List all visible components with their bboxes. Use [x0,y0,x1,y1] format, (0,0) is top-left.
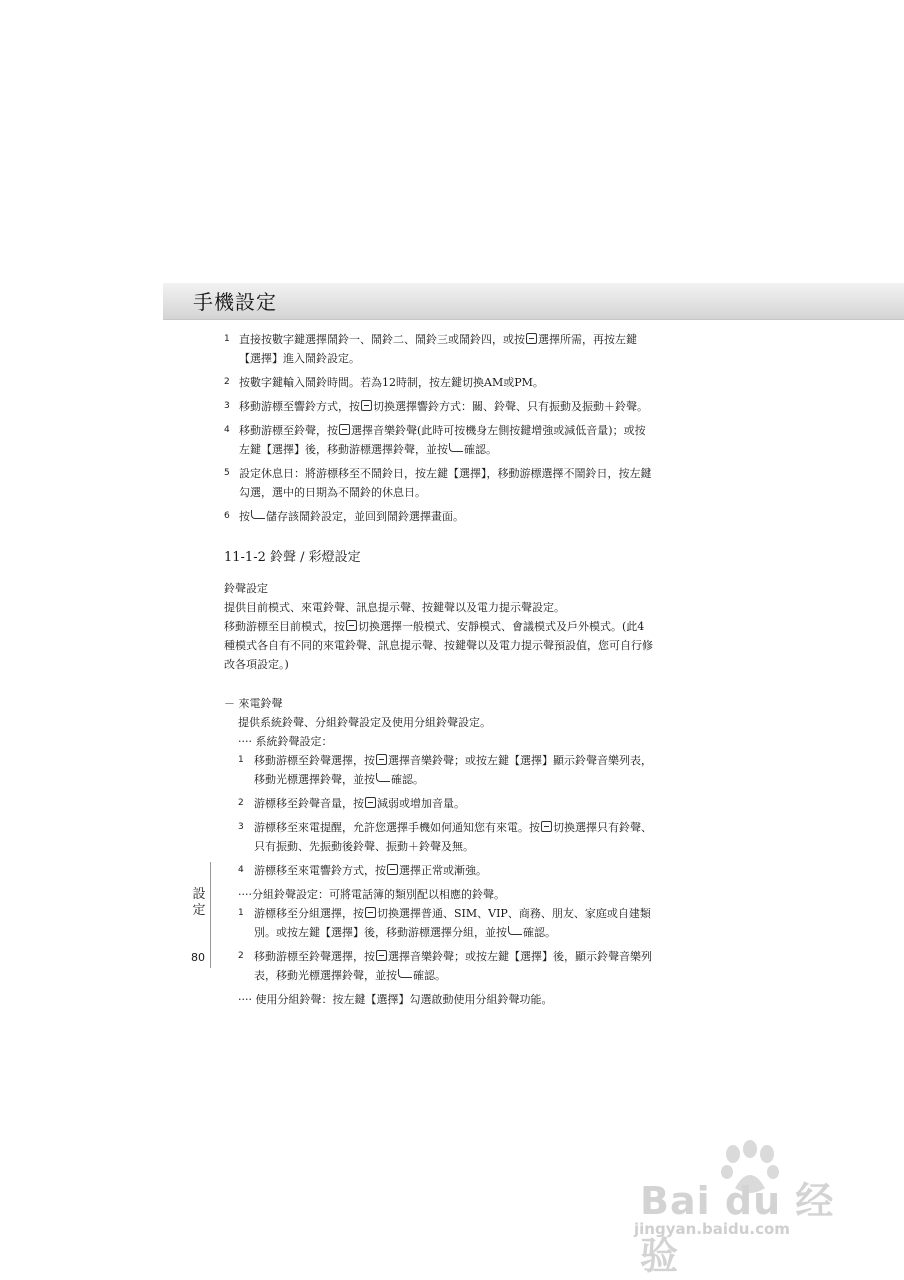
step-number: 2 [238,951,244,961]
step-text: 勾選，選中的日期為不鬧鈴的休息日。 [239,486,426,499]
watermark-url: jingyan.baidu.com [634,1220,790,1238]
step-number: 4 [238,865,244,875]
step-6 [224,507,694,526]
step-text: 儲存該鬧鈴設定，並回到鬧鈴選擇畫面。 [266,510,464,523]
step-number: 3 [224,401,230,411]
send-key-icon [398,969,412,978]
nav-key-icon [361,400,372,411]
send-key-icon [376,773,390,782]
para-text: 移動游標至目前模式，按 [224,620,345,633]
para-text: 改各項設定。) [224,658,289,671]
step-text: 移動游標至鈴聲選擇，按 [254,950,375,963]
step-text: 選擇音樂鈴聲；或按左鍵【選擇】後，顯示鈴聲音樂列 [388,950,652,963]
step-text: 選擇音樂鈴聲；或按左鍵【選擇】顯示鈴聲音樂列表， [388,754,652,767]
system-ringtone-title: ···· 系統鈴聲設定： [238,735,333,748]
step-text: 移動光標選擇鈴聲，並按 [254,773,375,786]
use-group-ringtone: ···· 使用分組鈴聲：按左鍵【選擇】勾選啟動使用分組鈴聲功能。 [238,993,553,1006]
paragraph: 提供目前模式、來電鈴聲、訊息提示聲、按鍵聲以及電力提示聲設定。 [224,601,565,614]
step-number: 4 [224,425,230,435]
system-step-1 [224,751,694,789]
step-2 [224,373,694,392]
page-number: 80 [191,951,205,964]
system-step-2 [224,794,694,813]
watermark-brand: Bai du 经验 [640,1179,835,1278]
nav-key-icon [365,797,376,808]
chapter-title: 手機設定 [193,290,277,314]
side-section-label: 設定 [192,887,206,918]
step-text: 只有振動、先振動後鈴聲、振動＋鈴聲及無。 [254,840,474,853]
step-text: 按數字鍵輸入鬧鈴時間。若為12時制，按左鍵切換AM或PM。 [239,376,544,389]
group-ringtone-title: ····分組鈴聲設定：可將電話簿的類別配以相應的鈴聲。 [238,888,505,901]
nav-key-icon [365,907,376,918]
step-number: 5 [224,468,230,478]
step-text: 切換選擇只有鈴聲、 [553,821,652,834]
nav-key-icon [376,950,387,961]
step-text: 切換選擇響鈴方式：關、鈴聲、只有振動及振動＋鈴聲。 [373,400,648,413]
step-text: 游標移至來電提醒，允許您選擇手機如何通知您有來電。按 [254,821,540,834]
step-text: 減弱或增加音量。 [377,797,465,810]
step-1 [224,330,694,368]
step-5 [224,464,694,502]
section-heading: 11-1-2 鈴聲 / 彩燈設定 [224,550,361,565]
step-text: 移動游標至響鈴方式，按 [239,400,360,413]
step-text: 別。或按左鍵【選擇】後，移動游標選擇分組，並按 [254,926,507,939]
step-number: 1 [224,334,230,344]
step-number: 2 [238,798,244,808]
step-text: 確認。 [523,926,556,939]
send-key-icon [508,926,522,935]
para-text: 種模式各自有不同的來電鈴聲、訊息提示聲、按鍵聲以及電力提示聲預設值，您可自行修 [224,639,653,652]
incoming-desc: 提供系統鈴聲、分組鈴聲設定及使用分組鈴聲設定。 [238,716,491,729]
nav-key-icon [541,821,552,832]
step-text: 【選擇】進入鬧鈴設定。 [239,352,360,365]
step-number: 2 [224,377,230,387]
step-4 [224,421,694,459]
step-text: 游標移至來電響鈴方式，按 [254,864,386,877]
nav-key-icon [346,620,357,631]
group-step-2 [224,947,694,985]
step-text: 確認。 [464,443,497,456]
group-step-1 [224,904,694,942]
step-text: 選擇音樂鈴聲(此時可按機身左側按鍵增強或減低音量)；或按 [351,424,646,437]
baidu-watermark [634,1140,855,1278]
step-text: 確認。 [413,969,446,982]
system-step-3 [224,818,694,856]
step-text: 按 [239,510,250,523]
step-text: 選擇正常或漸強。 [399,864,487,877]
step-text: 直接按數字鍵選擇鬧鈴一、鬧鈴二、鬧鈴三或鬧鈴四，或按 [239,333,525,346]
step-3 [224,397,694,416]
para-text: 切換選擇一般模式、安靜模式、會議模式及戶外模式。(此4 [358,620,645,633]
step-text: 表，移動光標選擇鈴聲，並按 [254,969,397,982]
incoming-title: － 來電鈴聲 [224,697,283,710]
nav-key-icon [339,424,350,435]
step-text: 確認。 [391,773,424,786]
nav-key-icon [526,333,537,344]
nav-key-icon [376,754,387,765]
step-text: 設定休息日：將游標移至不鬧鈴日，按左鍵【選擇】，移動游標選擇不鬧鈴日，按左鍵 [239,467,652,480]
step-number: 1 [238,755,244,765]
system-step-4 [224,861,694,880]
step-text: 游標移至鈴聲音量，按 [254,797,364,810]
send-key-icon [449,443,463,452]
paragraph [224,617,694,674]
step-number: 6 [224,511,230,521]
step-text: 左鍵【選擇】後，移動游標選擇鈴聲，並按 [239,443,448,456]
step-number: 3 [238,822,244,832]
send-key-icon [251,510,265,519]
step-number: 1 [238,908,244,918]
step-text: 選擇所需，再按左鍵 [538,333,637,346]
step-text: 移動游標至鈴聲，按 [239,424,338,437]
nav-key-icon [387,864,398,875]
chapter-header-bar [163,283,904,320]
step-text: 游標移至分組選擇，按 [254,907,364,920]
main-content [224,330,694,1009]
step-text: 切換選擇普通、SIM、VIP、商務、朋友、家庭或自建類 [377,907,651,920]
side-divider [210,862,211,968]
subheading: 鈴聲設定 [224,582,268,595]
step-text: 移動游標至鈴聲選擇，按 [254,754,375,767]
